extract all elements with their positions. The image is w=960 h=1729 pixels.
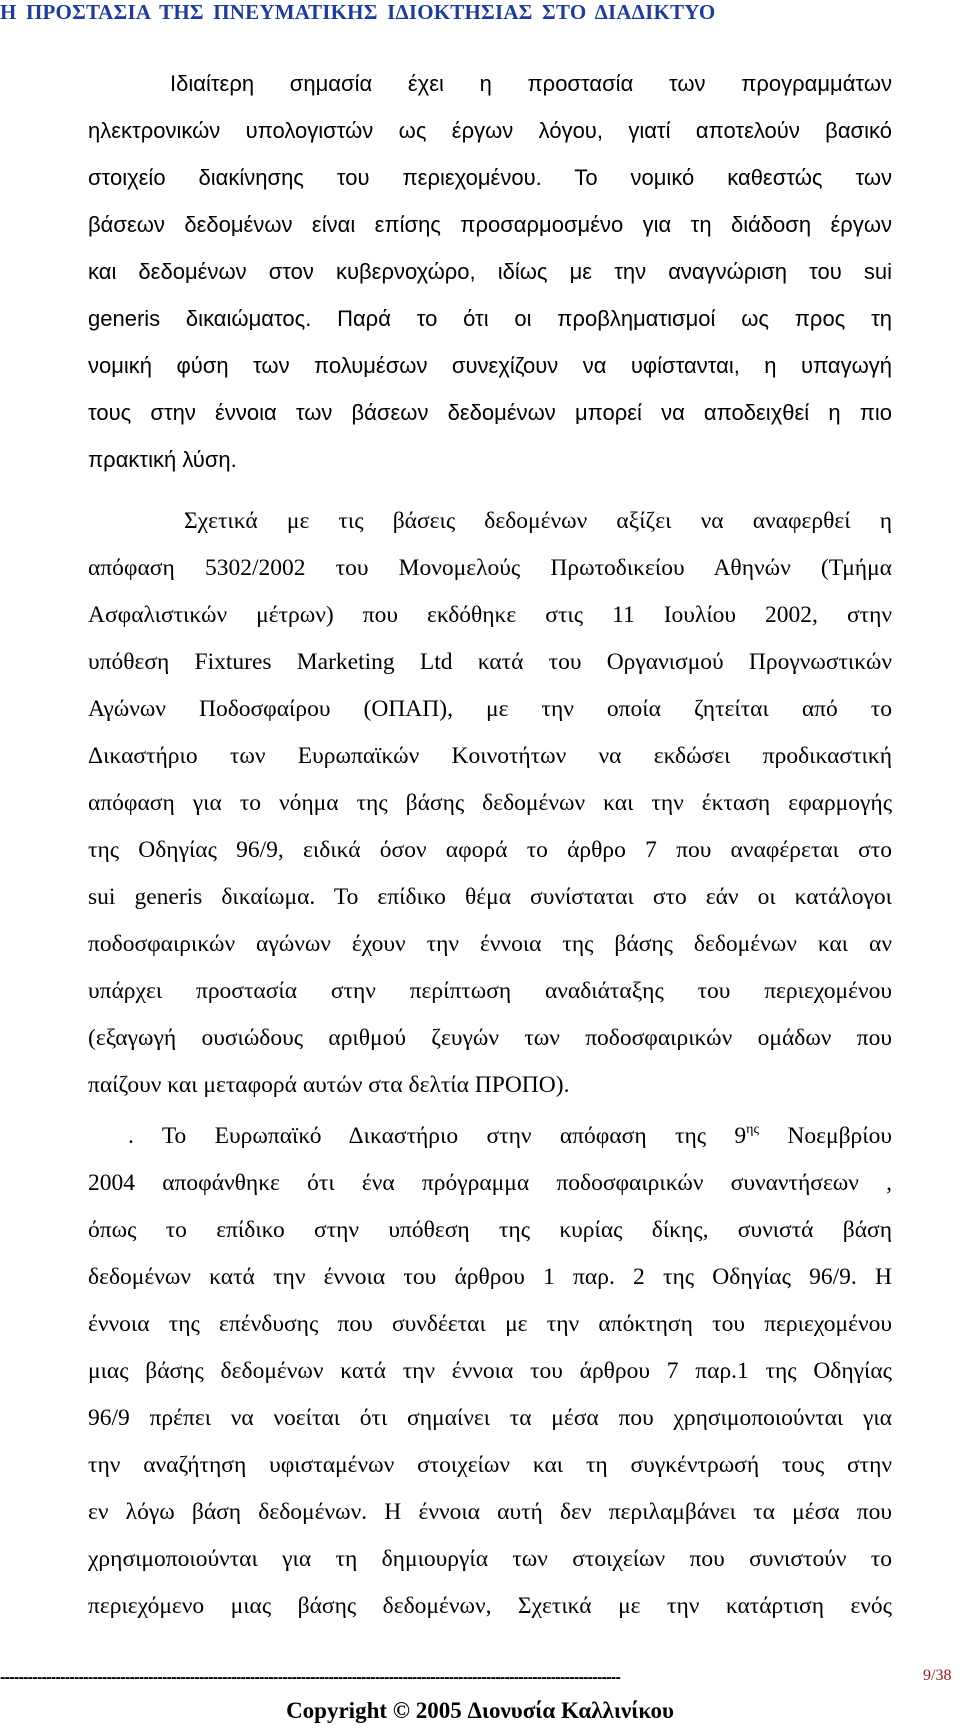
paragraph-line: μιας βάσης δεδομένων κατά την έννοια του άρθρου 7 παρ.1 της Οδηγίας [88, 1358, 892, 1384]
paragraph-line: ηλεκτρονικών υπολογιστών ως έργων λόγου, γιατί αποτελούν βασικό [88, 118, 892, 143]
paragraph-line: δεδομένων κατά την έννοια του άρθρου 1 παρ. 2 της Οδηγίας 96/9. Η [88, 1264, 892, 1290]
paragraph-line: της Οδηγίας 96/9, ειδικά όσον αφορά το άρθρο 7 που αναφέρεται στο [88, 837, 892, 863]
footer-copyright: Copyright © 2005 Διονυσία Καλλινίκου [286, 1698, 674, 1723]
paragraph-3 [88, 1113, 892, 1630]
page-number: 9/38 [923, 1667, 952, 1684]
paragraph-line: και δεδομένων στον κυβερνοχώρο, ιδίως με την αναγνώριση του sui [88, 259, 892, 284]
paragraph-text: Νοεμβρίου [759, 1123, 892, 1149]
paragraph-line: στοιχείο διακίνησης του περιεχομένου. Το νομικό καθεστώς των [88, 165, 892, 190]
paragraph-line: χρησιμοποιούνται για τη δημιουργία των στοιχείων που συνιστούν το [88, 1546, 892, 1572]
paragraph-line: παίζουν και μεταφορά αυτών στα δελτία ΠΡΟΠΟ). [88, 1072, 570, 1098]
paragraph-line: (εξαγωγή ουσιώδους αριθμού ζευγών των ποδοσφαιρικών ομάδων που [88, 1025, 892, 1051]
paragraph-line: την αναζήτηση υφισταμένων στοιχείων και τη συγκέντρωσή τους στην [88, 1452, 892, 1478]
paragraph-line: Αγώνων Ποδοσφαίρου (ΟΠΑΠ), με την οποία ζητείται από το [88, 696, 892, 722]
paragraph-line: sui generis δικαίωμα. Το επίδικο θέμα συνίσταται στο εάν οι κατάλογοι [88, 884, 892, 910]
paragraph-line: Σχετικά με τις βάσεις δεδομένων αξίζει να αναφερθεί η [184, 508, 892, 534]
paragraph-line: νομική φύση των πολυμέσων συνεχίζουν να υφίστανται, η υπαγωγή [88, 353, 892, 378]
paragraph-line: απόφαση για το νόημα της βάσης δεδομένων και την έκταση εφαρμογής [88, 790, 892, 816]
paragraph-line: περιεχόμενο μιας βάσης δεδομένων, Σχετικά με την κατάρτιση ενός [88, 1593, 892, 1619]
paragraph-line: ποδοσφαιρικών αγώνων έχουν την έννοια της βάσης δεδομένων και αν [88, 931, 892, 957]
paragraph-line: εν λόγω βάση δεδομένων. Η έννοια αυτή δεν περιλαμβάνει τα μέσα που [88, 1499, 892, 1525]
paragraph-line: generis δικαιώματος. Παρά το ότι οι προβληματισμοί ως προς τη [88, 306, 892, 331]
paragraph-line: βάσεων δεδομένων είναι επίσης προσαρμοσμένο για τη διάδοση έργων [88, 212, 892, 237]
paragraph-line: Ασφαλιστικών μέτρων) που εκδόθηκε στις 11 Ιουλίου 2002, στην [88, 602, 892, 628]
paragraph-text: . Το Ευρωπαϊκό Δικαστήριο στην απόφαση της 9 [128, 1123, 747, 1149]
paragraph-line: πρακτική λύση. [88, 447, 237, 472]
paragraph-line: 2004 αποφάνθηκε ότι ένα πρόγραμμα ποδοσφαιρικών συναντήσεων , [88, 1170, 892, 1196]
paragraph-line: τους στην έννοια των βάσεων δεδομένων μπορεί να αποδειχθεί η πιο [88, 400, 892, 425]
paragraph-line: 96/9 πρέπει να νοείται ότι σημαίνει τα μέσα που χρησιμοποιούνται για [88, 1405, 892, 1431]
paragraph-line: υπάρχει προστασία στην περίπτωση αναδιάταξης του περιεχομένου [88, 978, 892, 1004]
paragraph-line: έννοια της επένδυσης που συνδέεται με την απόκτηση του περιεχομένου [88, 1311, 892, 1337]
footer-dashed-rule: -------------------------------------------------------------------------------------------------------------------------------------- [0, 1669, 621, 1686]
page-header-title: Η ΠΡΟΣΤΑΣΙΑ ΤΗΣ ΠΝΕΥΜΑΤΙΚΗΣ ΙΔΙΟΚΤΗΣΙΑΣ ΣΤΟ ΔΙΑΔΙΚΤΥΟ [0, 0, 716, 24]
paragraph-line: Ιδιαίτερη σημασία έχει η προστασία των προγραμμάτων [170, 71, 892, 96]
paragraph-line: Δικαστήριο των Ευρωπαϊκών Κοινοτήτων να εκδώσει προδικαστική [88, 743, 892, 769]
paragraph-2 [88, 498, 892, 1109]
paragraph-line: υπόθεση Fixtures Marketing Ltd κατά του Οργανισμού Προγνωστικών [88, 649, 892, 675]
ordinal-superscript: ης [746, 1122, 760, 1137]
paragraph-1 [88, 60, 892, 483]
paragraph-first-line [88, 1113, 892, 1160]
paragraph-line: όπως το επίδικο στην υπόθεση της κυρίας δίκης, συνιστά βάση [88, 1217, 892, 1243]
paragraph-line: απόφαση 5302/2002 του Μονομελούς Πρωτοδικείου Αθηνών (Τμήμα [88, 555, 892, 581]
